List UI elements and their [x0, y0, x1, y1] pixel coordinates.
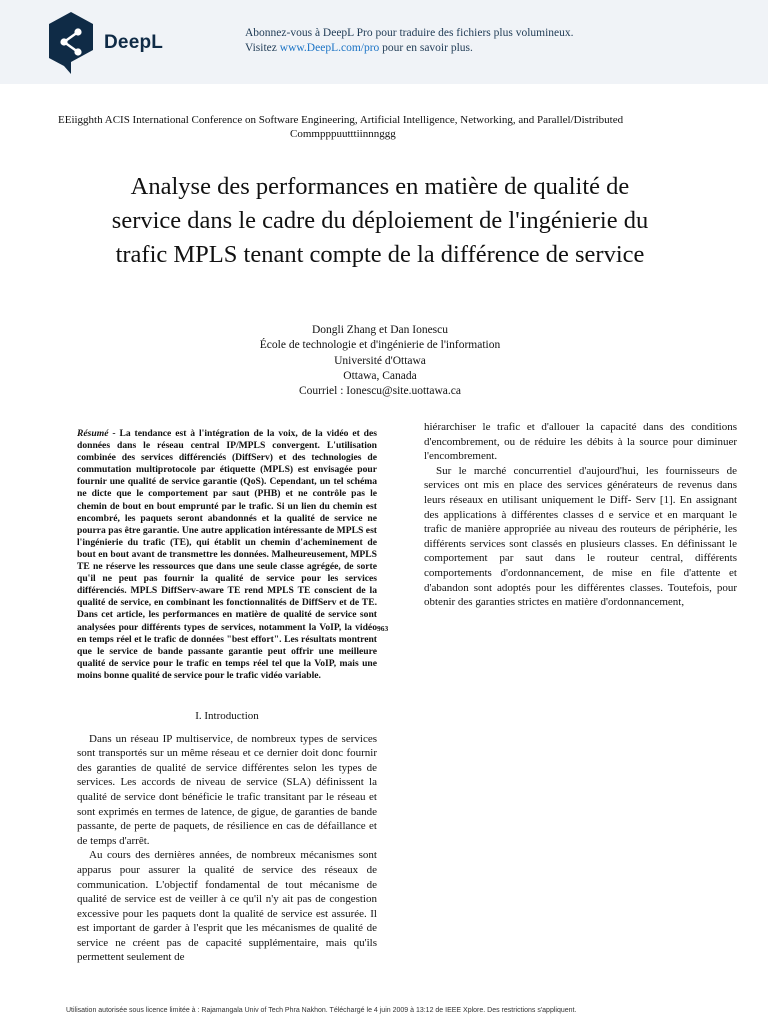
conference-line-1: EEiigghth ACIS International Conference on Software Engineering, Artificial Intelligence, Networking, and Parallel/Distributed — [58, 114, 624, 126]
deepl-pro-link[interactable]: www.DeepL.com/pro — [279, 42, 380, 54]
intro-paragraph-1: Dans un réseau IP multiservice, de nombreux types de services sont transportés sur un même réseau et ce dernier doit donc fournir des garanties de qualité de service différentes selon les types de services. Les accords de niveau de service (SLA) définissent la qualité de service dont bénéficie le trafic transitant par le réseau et sont exprimés en termes de latence, de gigue, de garanties de bande passante, de perte de paquets, de résilience en cas de défaillance et de temps d'arrêt. — [77, 732, 377, 847]
promo-suffix: pour en savoir plus. — [379, 42, 473, 54]
deepl-promo-text — [245, 26, 574, 56]
deepl-logo[interactable] — [46, 10, 196, 76]
paper-title: Analyse des performances en matière de qualité de service dans le cadre du déploiement de l'ingénierie du trafic MPLS tenant compte de la différence de service — [111, 173, 649, 268]
right-paragraph-2: Sur le marché concurrentiel d'aujourd'hui, les fournisseurs de services ont mis en place des services générateurs de revenus dans leurs réseaux en utilisant uniquement le Diff- Serv [1]. En assignant des applications à différentes classes d e service et en marquant le trafic de manière appropriée au niveau des routeurs de périphérie, les différents services sont classés en plusieurs classes. En définissant le comportement par saut dans le routeur central, différents comportements d'ordonnancement, de mise en file d'attente et d'abandon sont adoptés pour les différentes classes. Toutefois, pour obtenir des garanties strictes en matière d'ordonnancement, — [424, 464, 737, 609]
right-paragraph-1: hiérarchiser le trafic et d'allouer la capacité dans des conditions d'encombrement, ou de réduire les débits à la source pour diminuer l'encombrement. — [424, 421, 737, 463]
license-footer: Utilisation autorisée sous licence limitée à : Rajamangala Univ of Tech Phra Nakhon. Téléchargé le 4 juin 2009 à 13:12 de IEEE Xplore. Des restrictions s'appliquent. — [66, 1007, 577, 1014]
deepl-logo-icon — [46, 10, 96, 76]
abstract — [77, 428, 377, 682]
author-university: Université d'Ottawa — [334, 354, 426, 367]
section-heading-introduction: I. Introduction — [195, 709, 259, 722]
right-column — [424, 420, 737, 610]
author-location: Ottawa, Canada — [343, 369, 417, 382]
deepl-brand-name: DeepL — [104, 32, 164, 53]
author-names: Dongli Zhang et Dan Ionescu — [311, 324, 449, 336]
page-number: 963 — [377, 624, 389, 633]
abstract-text: - La tendance est à l'intégration de la voix, de la vidéo et des données dans le réseau central IP/MPLS convergent. L'utilisation combinée des services différenciés (DiffServ) et des technologies de commutation multiprotocole par étiquette (MPLS) est envisagée pour fournir une qualité de service garantie (QoS). Cependant, un tel schéma ne dicte que le comportement par saut (PHB) et ne contrôle pas le chemin de bout en bout emprunté par le trafic. Si un lien du chemin est encombré, les paquets seront abandonnés et la qualité de service ne pourra pas être garantie. Une autre application intéressante de MPLS est l'ingénierie du trafic (TE), qui établit un chemin d'acheminement de bout en bout avant de transmettre les données. Malheureusement, MPLS TE ne réserve les ressources que dans une seule classe agrégée, de sorte qu'il ne peut pas fournir la qualité de service pour les services différenciés. MPLS DiffServ-aware TE rend MPLS TE conscient de la qualité de service, en combinant les fonctionnalités de DiffServ et de TE. Dans cet article, les performances en matière de qualité de service sont analysées pour différents types de services, notamment la VoIP, la vidéo en temps réel et le trafic de données "best effort". Les résultats montrent que le service de bande passante garantie peut offrir une meilleure qualité de service pour le trafic en temps réel tel que la VoIP, mais une moins bonne qualité de service pour le trafic vidéo variable. — [77, 428, 377, 681]
promo-line-2 — [245, 41, 574, 56]
promo-prefix: Visitez — [245, 42, 280, 54]
abstract-label: Résumé — [77, 428, 109, 439]
deepl-banner — [0, 0, 768, 84]
author-affiliation: École de technologie et d'ingénierie de l'information — [259, 339, 501, 352]
promo-line-1: Abonnez-vous à DeepL Pro pour traduire des fichiers plus volumineux. — [245, 27, 574, 39]
conference-line-2: Commpppuutttiinnnggg — [290, 128, 396, 140]
left-column — [77, 428, 377, 965]
author-email: Courriel : Ionescu@site.uottawa.ca — [299, 385, 461, 398]
intro-paragraph-2: Au cours des dernières années, de nombreux mécanismes sont apparus pour assurer la qualité de service des réseaux de communication. L'objectif fondamental de tout mécanisme de qualité de service est de veiller à ce qu'il n'y ait pas de congestion excessive pour les paquets dont la qualité de service est assurée. Il est important de garder à l'esprit que les mécanismes de qualité de service ne créent pas de capacité supplémentaire, mais qu'ils permettent seulement de — [77, 849, 377, 964]
conference-header — [58, 113, 738, 141]
author-block — [180, 323, 580, 399]
